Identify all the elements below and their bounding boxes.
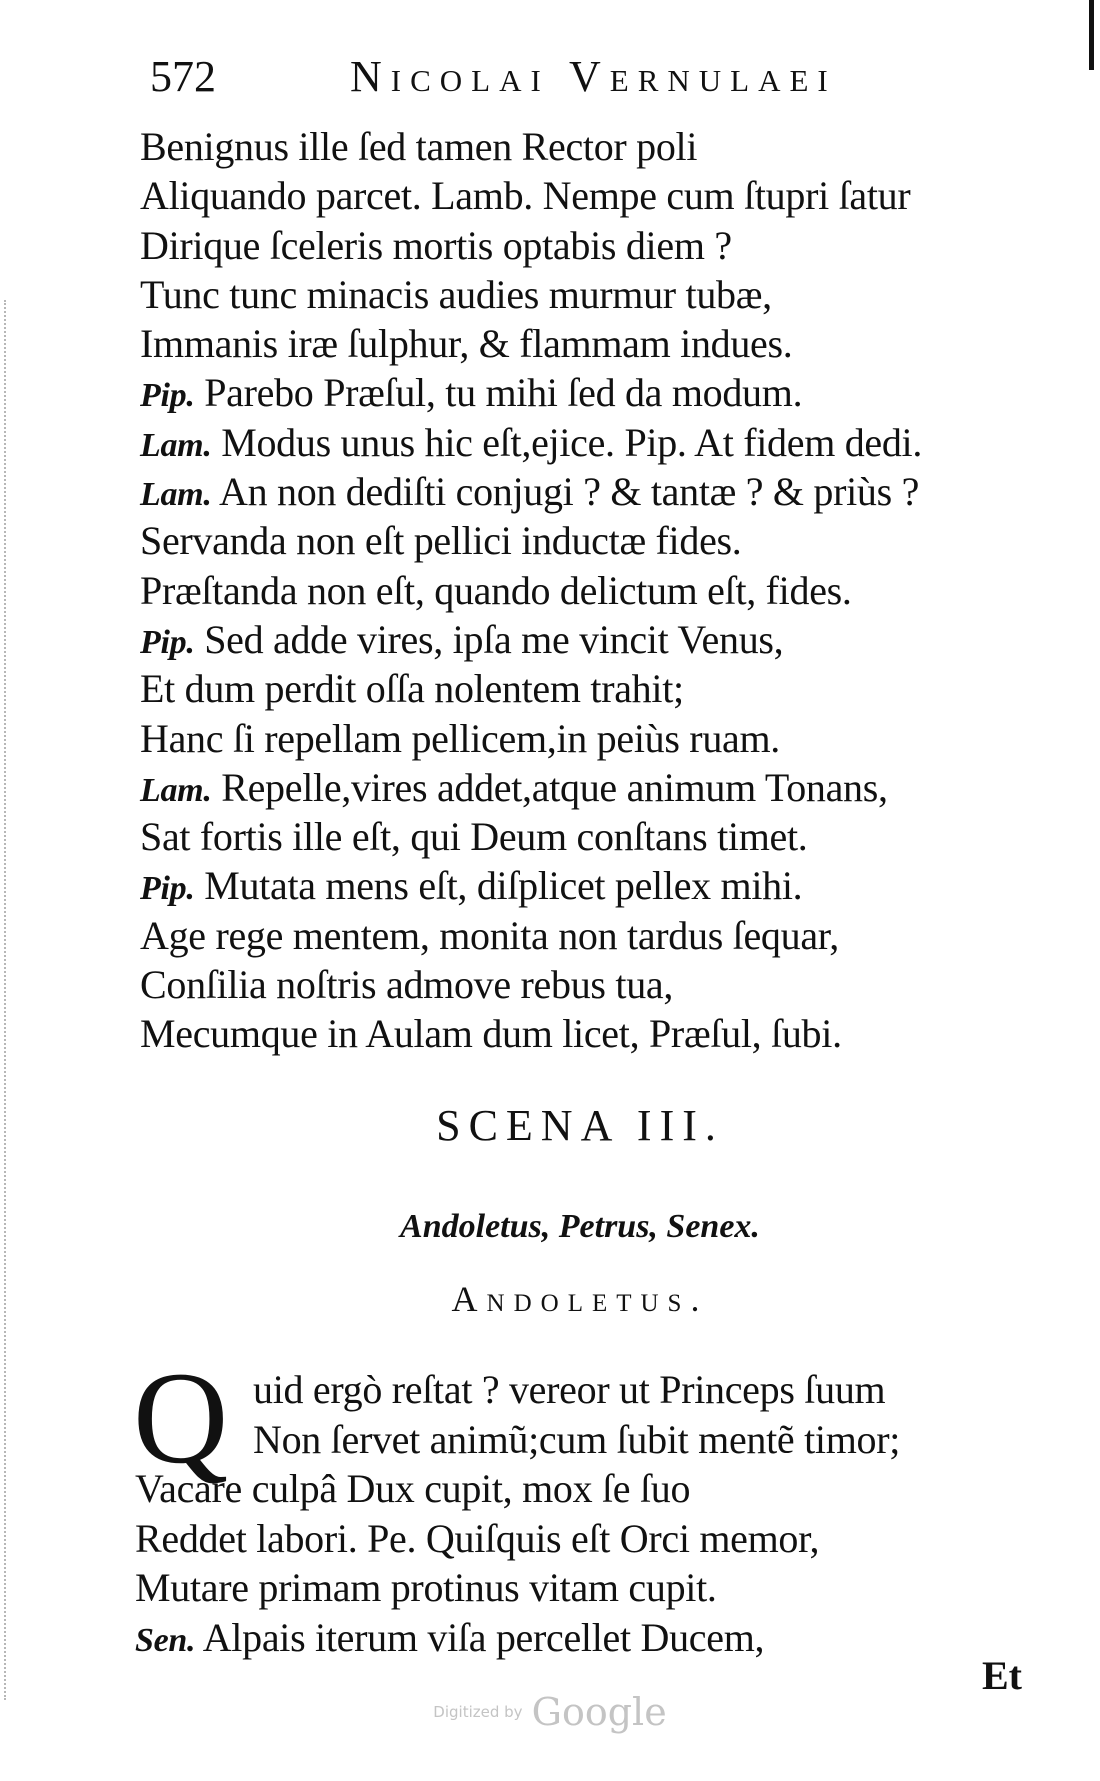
speaker-label: Lam. (140, 426, 212, 464)
line-text: Præſtanda non eſt, quando delictum eſt, fides. (140, 567, 852, 613)
verse-line (140, 171, 1080, 220)
verse-line (135, 1563, 1075, 1613)
line-text: Servanda non eſt pellici inductæ fides. (140, 518, 742, 564)
verse-line (140, 1009, 1080, 1058)
line-text: Dirique ſceleris mortis optabis diem ? (140, 222, 732, 268)
line-text: Repelle,vires addet,atque animum Tonans, (221, 764, 888, 810)
verse-line (140, 122, 1080, 171)
verse-line (135, 1415, 1075, 1465)
line-text: Tunc tunc minacis audies murmur tubæ, (140, 271, 772, 317)
scene-persons: Andoletus, Petrus, Senex. (400, 1208, 760, 1245)
drop-cap: Q (133, 1344, 229, 1491)
page-number: 572 (150, 52, 216, 101)
speaker-label: Lam. (140, 476, 212, 514)
line-text: Parebo Præſul, tu mihi ſed da modum. (204, 370, 803, 416)
line-text: Age rege mentem, monita non tardus ſequar, (140, 912, 839, 958)
digitization-watermark (0, 1690, 1100, 1734)
line-text: Alpais iterum viſa percellet Ducem, (202, 1614, 765, 1660)
verse-line (135, 1365, 1075, 1415)
line-text: Vacare culpâ Dux cupit, mox ſe ſuo (135, 1466, 691, 1511)
verse-line (140, 714, 1080, 763)
verse-line (140, 566, 1080, 615)
verse-line (140, 812, 1080, 861)
verse-line (135, 1514, 1075, 1564)
scene-speaker: Andoletus. (451, 1279, 709, 1319)
line-text: Reddet labori. Pe. Quiſquis eſt Orci memor, (135, 1515, 820, 1561)
verse-line (135, 1464, 1075, 1514)
verse-line (140, 221, 1080, 270)
google-logo: Google (531, 1690, 667, 1734)
binding-edge (1089, 0, 1094, 70)
verse-block-top (140, 122, 1080, 1059)
verse-line (140, 615, 1080, 664)
line-text: Et dum perdit oſſa nolentem trahit; (140, 666, 684, 712)
verse-line (135, 1613, 1075, 1663)
running-title: Nicolai Vernulaei (350, 52, 837, 101)
scene-heading: SCENA III. (436, 1101, 724, 1150)
speaker-label: Pip. (140, 623, 195, 661)
speaker-label: Pip. (140, 377, 195, 415)
verse-line (140, 664, 1080, 713)
verse-line (140, 418, 1080, 467)
line-text: Benignus ille ſed tamen Rector poli (140, 124, 698, 169)
verse-line (140, 763, 1080, 812)
catchword: Et (982, 1653, 1022, 1698)
speaker-label: Pip. (140, 870, 195, 908)
verse-line (140, 911, 1080, 960)
page-edge-marks (4, 300, 14, 1700)
verse-line (140, 270, 1080, 319)
verse-line (140, 960, 1080, 1009)
verse-line (140, 861, 1080, 910)
verse-line (140, 319, 1080, 368)
line-text: Conſilia noſtris admove rebus tua, (140, 962, 674, 1008)
verse-line (140, 516, 1080, 565)
speaker-label: Sen. (135, 1621, 196, 1659)
line-text: uid ergò reſtat ? vereor ut Princeps ſuum (253, 1367, 886, 1412)
line-text: Immanis iræ ſulphur, & flammam indues. (140, 321, 793, 367)
line-text: Modus unus hic eſt,ejice. Pip. At fidem dedi. (221, 419, 923, 465)
line-text: Sat fortis ille eſt, qui Deum conſtans timet. (140, 814, 808, 860)
watermark-prefix: Digitized by (433, 1703, 523, 1721)
running-head (150, 52, 930, 102)
verse-block-bottom (135, 1365, 1075, 1662)
speaker-label: Lam. (140, 771, 212, 809)
line-text: Sed adde vires, ipſa me vincit Venus, (204, 616, 784, 662)
line-text: Mecumque in Aulam dum licet, Præſul, ſubi. (140, 1011, 842, 1057)
verse-line (140, 467, 1080, 516)
verse-line (140, 368, 1080, 417)
line-text: Aliquando parcet. Lamb. Nempe cum ſtupri ſatur (140, 173, 911, 219)
line-text: Hanc ſi repellam pellicem,in peiùs ruam. (140, 715, 780, 761)
line-text: Non ſervet animũ;cum ſubit mentẽ timor; (253, 1416, 901, 1462)
line-text: Mutare primam protinus vitam cupit. (135, 1565, 717, 1610)
line-text: Mutata mens eſt, diſplicet pellex mihi. (204, 863, 803, 909)
line-text: An non dediſti conjugi ? & tantæ ? & priùs ? (219, 469, 920, 515)
